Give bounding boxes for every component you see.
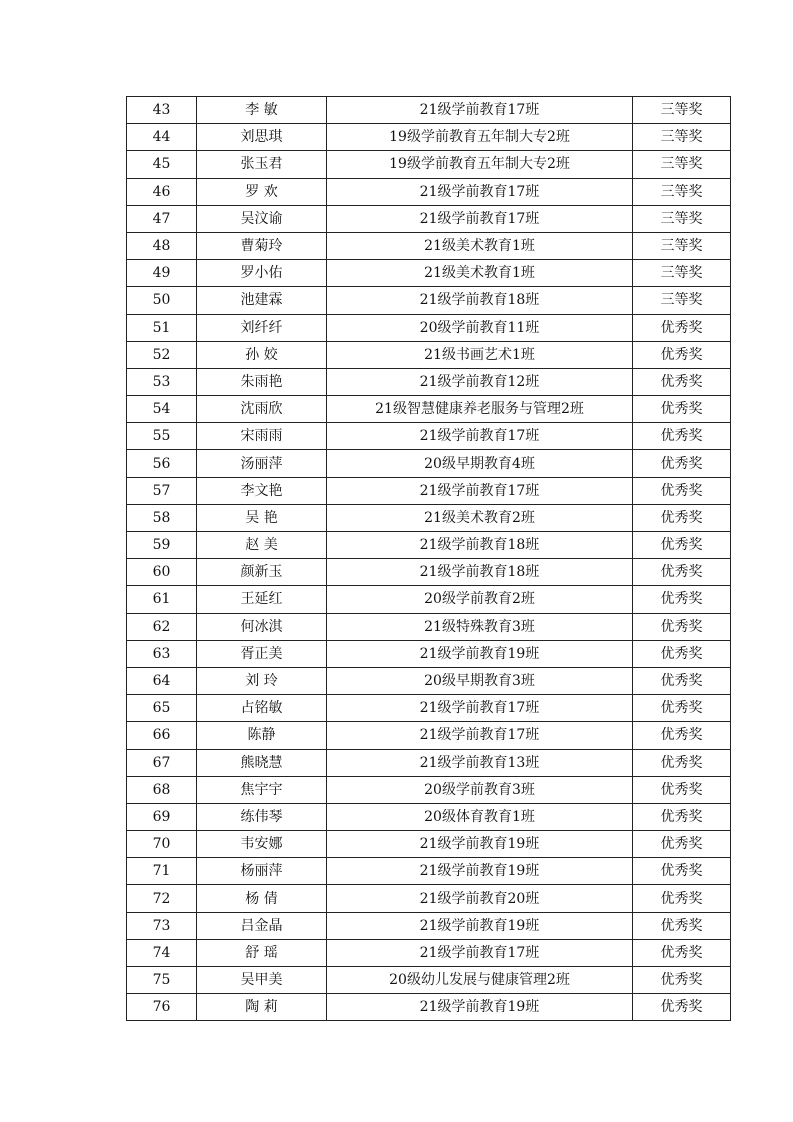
class-name: 21级学前教育19班 [327,994,633,1021]
table-row [127,477,731,504]
award-level: 优秀奖 [633,831,731,858]
award-level: 三等奖 [633,124,731,151]
table-row [127,260,731,287]
table-row [127,749,731,776]
award-level: 优秀奖 [633,858,731,885]
student-name: 朱雨艳 [197,368,327,395]
row-number: 57 [127,477,197,504]
row-number: 45 [127,151,197,178]
student-name: 王延红 [197,586,327,613]
class-name: 21级学前教育17班 [327,205,633,232]
row-number: 49 [127,260,197,287]
table-row [127,314,731,341]
row-number: 70 [127,831,197,858]
row-number: 59 [127,532,197,559]
class-name: 21级特殊教育3班 [327,613,633,640]
row-number: 48 [127,232,197,259]
class-name: 21级美术教育2班 [327,504,633,531]
award-level: 优秀奖 [633,912,731,939]
award-level: 优秀奖 [633,532,731,559]
student-name: 罗小佑 [197,260,327,287]
class-name: 21级美术教育1班 [327,232,633,259]
award-level: 优秀奖 [633,885,731,912]
student-name: 刘思琪 [197,124,327,151]
student-name: 胥正美 [197,640,327,667]
table-row [127,939,731,966]
class-name: 21级学前教育19班 [327,912,633,939]
award-list-table [126,96,731,1021]
student-name: 张玉君 [197,151,327,178]
table-row [127,967,731,994]
table-row [127,858,731,885]
student-name: 曹菊玲 [197,232,327,259]
row-number: 47 [127,205,197,232]
student-name: 吴甲美 [197,967,327,994]
table-row [127,205,731,232]
student-name: 李 敏 [197,97,327,124]
class-name: 20级学前教育3班 [327,776,633,803]
table-row [127,450,731,477]
class-name: 21级学前教育12班 [327,368,633,395]
class-name: 19级学前教育五年制大专2班 [327,151,633,178]
award-level: 优秀奖 [633,477,731,504]
award-level: 优秀奖 [633,314,731,341]
table-row [127,504,731,531]
table-row [127,885,731,912]
award-level: 优秀奖 [633,939,731,966]
row-number: 67 [127,749,197,776]
table-row [127,613,731,640]
class-name: 19级学前教育五年制大专2班 [327,124,633,151]
award-level: 优秀奖 [633,396,731,423]
award-level: 优秀奖 [633,967,731,994]
award-level: 优秀奖 [633,749,731,776]
student-name: 杨 倩 [197,885,327,912]
table-row [127,396,731,423]
table-row [127,803,731,830]
class-name: 21级学前教育17班 [327,477,633,504]
row-number: 63 [127,640,197,667]
row-number: 61 [127,586,197,613]
row-number: 52 [127,341,197,368]
award-level: 优秀奖 [633,994,731,1021]
row-number: 58 [127,504,197,531]
award-level: 优秀奖 [633,368,731,395]
table-row [127,287,731,314]
class-name: 20级学前教育2班 [327,586,633,613]
table-row [127,232,731,259]
class-name: 21级学前教育19班 [327,831,633,858]
class-name: 20级早期教育3班 [327,667,633,694]
award-level: 三等奖 [633,205,731,232]
row-number: 65 [127,695,197,722]
table-row [127,178,731,205]
class-name: 21级智慧健康养老服务与管理2班 [327,396,633,423]
class-name: 21级学前教育17班 [327,97,633,124]
student-name: 刘 玲 [197,667,327,694]
student-name: 赵 美 [197,532,327,559]
award-level: 优秀奖 [633,341,731,368]
row-number: 43 [127,97,197,124]
award-level: 优秀奖 [633,722,731,749]
student-name: 吕金晶 [197,912,327,939]
row-number: 55 [127,423,197,450]
class-name: 20级学前教育11班 [327,314,633,341]
row-number: 50 [127,287,197,314]
row-number: 64 [127,667,197,694]
table-row [127,368,731,395]
table-row [127,341,731,368]
class-name: 21级书画艺术1班 [327,341,633,368]
row-number: 73 [127,912,197,939]
student-name: 吴 艳 [197,504,327,531]
student-name: 焦宇宇 [197,776,327,803]
class-name: 21级学前教育17班 [327,423,633,450]
row-number: 76 [127,994,197,1021]
class-name: 21级学前教育19班 [327,858,633,885]
student-name: 沈雨欣 [197,396,327,423]
student-name: 韦安娜 [197,831,327,858]
student-name: 孙 姣 [197,341,327,368]
award-level: 优秀奖 [633,423,731,450]
award-level: 三等奖 [633,260,731,287]
award-level: 三等奖 [633,97,731,124]
award-level: 优秀奖 [633,559,731,586]
award-level: 三等奖 [633,151,731,178]
row-number: 68 [127,776,197,803]
table-row [127,695,731,722]
class-name: 20级幼儿发展与健康管理2班 [327,967,633,994]
class-name: 21级学前教育18班 [327,559,633,586]
table-row [127,776,731,803]
student-name: 占铭敏 [197,695,327,722]
award-list-body [127,97,731,1021]
award-level: 优秀奖 [633,667,731,694]
student-name: 汤丽萍 [197,450,327,477]
award-level: 优秀奖 [633,776,731,803]
table-row [127,532,731,559]
row-number: 62 [127,613,197,640]
award-level: 优秀奖 [633,613,731,640]
award-level: 三等奖 [633,178,731,205]
class-name: 21级学前教育17班 [327,939,633,966]
class-name: 21级美术教育1班 [327,260,633,287]
student-name: 陶 莉 [197,994,327,1021]
class-name: 21级学前教育18班 [327,532,633,559]
table-row [127,831,731,858]
award-level: 优秀奖 [633,803,731,830]
student-name: 刘纤纤 [197,314,327,341]
student-name: 罗 欢 [197,178,327,205]
student-name: 舒 瑶 [197,939,327,966]
student-name: 吴汶谕 [197,205,327,232]
row-number: 46 [127,178,197,205]
table-row [127,151,731,178]
student-name: 练伟琴 [197,803,327,830]
table-row [127,423,731,450]
student-name: 何冰淇 [197,613,327,640]
table-row [127,586,731,613]
class-name: 21级学前教育13班 [327,749,633,776]
table-row [127,667,731,694]
row-number: 75 [127,967,197,994]
row-number: 44 [127,124,197,151]
award-level: 优秀奖 [633,640,731,667]
table-row [127,640,731,667]
student-name: 李文艳 [197,477,327,504]
award-level: 优秀奖 [633,586,731,613]
table-row [127,124,731,151]
row-number: 71 [127,858,197,885]
award-level: 三等奖 [633,287,731,314]
class-name: 20级早期教育4班 [327,450,633,477]
row-number: 69 [127,803,197,830]
table-row [127,912,731,939]
class-name: 21级学前教育17班 [327,722,633,749]
award-level: 优秀奖 [633,504,731,531]
table-row [127,559,731,586]
award-level: 三等奖 [633,232,731,259]
student-name: 池建霖 [197,287,327,314]
student-name: 颜新玉 [197,559,327,586]
student-name: 杨丽萍 [197,858,327,885]
table-row [127,994,731,1021]
table-row [127,722,731,749]
class-name: 20级体育教育1班 [327,803,633,830]
class-name: 21级学前教育17班 [327,178,633,205]
row-number: 66 [127,722,197,749]
row-number: 54 [127,396,197,423]
student-name: 陈静 [197,722,327,749]
award-level: 优秀奖 [633,695,731,722]
row-number: 56 [127,450,197,477]
award-level: 优秀奖 [633,450,731,477]
class-name: 21级学前教育18班 [327,287,633,314]
student-name: 熊晓慧 [197,749,327,776]
row-number: 74 [127,939,197,966]
class-name: 21级学前教育19班 [327,640,633,667]
row-number: 60 [127,559,197,586]
row-number: 72 [127,885,197,912]
class-name: 21级学前教育20班 [327,885,633,912]
student-name: 宋雨雨 [197,423,327,450]
row-number: 51 [127,314,197,341]
row-number: 53 [127,368,197,395]
table-row [127,97,731,124]
class-name: 21级学前教育17班 [327,695,633,722]
